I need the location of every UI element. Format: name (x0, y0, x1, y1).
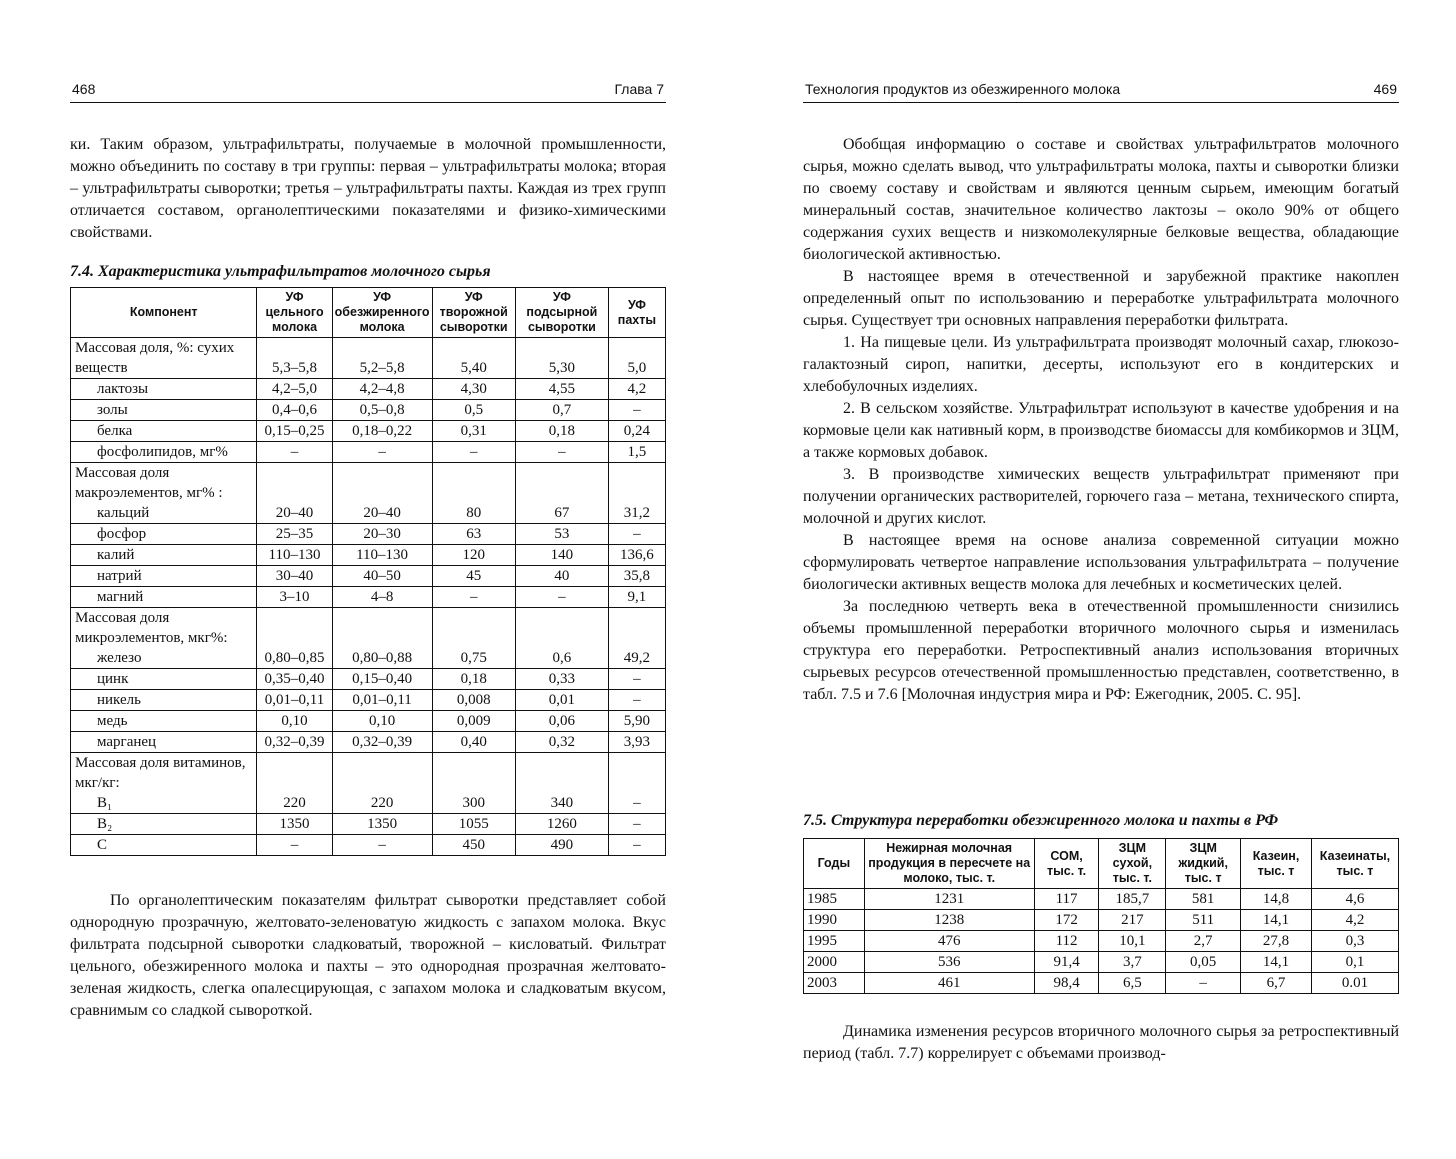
table-cell-value: – (608, 814, 665, 835)
table-cell-value: 0,01 (515, 690, 608, 711)
table-7-5-caption: 7.5. Структура переработки обезжиренного молока и пахты в РФ (803, 812, 1279, 829)
table-cell-value: – (332, 835, 432, 856)
intro-paragraph: ки. Таким образом, ультрафильтраты, получаемые в молочной промышленности, можно объединить по составу в три группы: первая – ультрафильтраты молока; вторая – ультрафильтраты сыворотки; третья – ультрафильтраты пахты. Каждая из трех групп отличается составом, органолептическими показателями и физико-химическими свойствами. (70, 136, 666, 241)
table-7-5-header: Казеинаты, тыс. т (1311, 839, 1398, 889)
table-cell-value: – (608, 400, 665, 421)
table-cell-value: 30–40 (257, 566, 332, 587)
table-cell-value: 536 (864, 952, 1034, 973)
table-7-5-header: СОМ, тыс. т. (1034, 839, 1099, 889)
table-cell-value: 4,6 (1311, 889, 1398, 910)
table-row (71, 338, 666, 379)
table-cell-value: 0,7 (515, 400, 608, 421)
table-cell-value (432, 753, 515, 794)
table-cell-value (332, 463, 432, 504)
table-row (71, 669, 666, 690)
table-cell-value: – (608, 793, 665, 814)
table-row (71, 587, 666, 608)
table-7-4-header: УФ творожной сыворотки (432, 288, 515, 338)
table-cell-value (257, 753, 332, 794)
table-cell-value: 1238 (864, 910, 1034, 931)
table-cell-value: 511 (1166, 910, 1241, 931)
table-7-4-header: УФ пахты (608, 288, 665, 338)
table-cell-component: цинк (71, 669, 257, 690)
right-page (803, 0, 1399, 1159)
table-row (71, 400, 666, 421)
table-cell-value: 0,6 (515, 648, 608, 669)
table-cell-value: 25–35 (257, 524, 332, 545)
table-cell-value (432, 463, 515, 504)
table-cell-value: 98,4 (1034, 973, 1099, 994)
table-row (71, 814, 666, 835)
table-cell-value: 0,31 (432, 421, 515, 442)
table-cell-value: 110–130 (257, 545, 332, 566)
table-cell-value: 0,01–0,11 (332, 690, 432, 711)
paragraph: За последнюю четверть века в отечественной промышленности снизились объемы промышленной переработки вторичного молочного сырья и изменилась структура его переработки. Ретроспективный анализ использования вторичных сырьевых ресурсов отечественной промышленностью представлен, соответственно, в табл. 7.5 и 7.6 [Молочная индустрия мира и РФ: Ежегодник, 2005. С. 95]. (803, 598, 1399, 703)
table-cell-value: 10,1 (1099, 931, 1166, 952)
table-cell-value: 120 (432, 545, 515, 566)
table-cell-value: 20–30 (332, 524, 432, 545)
table-cell-component: калий (71, 545, 257, 566)
table-row (71, 421, 666, 442)
table-cell-value: 110–130 (332, 545, 432, 566)
table-cell-value: 0,18–0,22 (332, 421, 432, 442)
table-cell-value: 67 (515, 503, 608, 524)
table-row (71, 442, 666, 463)
left-page (70, 0, 666, 1159)
table-cell-value: 3,93 (608, 732, 665, 753)
table-cell-value: – (608, 524, 665, 545)
table-row (804, 931, 1399, 952)
paragraph: 2. В сельском хозяйстве. Ультрафильтрат используют в качестве удобрения и на кормовые цели как нативный корм, в производстве биомассы для комбикормов и ЗЦМ, а также кормовых добавок. (803, 400, 1399, 461)
table-cell-value: 0,1 (1311, 952, 1398, 973)
table-cell-value: 0,008 (432, 690, 515, 711)
table-cell-value: 5,2–5,8 (332, 338, 432, 379)
table-row (71, 753, 666, 794)
table-row (804, 889, 1399, 910)
table-cell-value: 14,8 (1241, 889, 1312, 910)
table-cell-component: медь (71, 711, 257, 732)
table-cell-value: 140 (515, 545, 608, 566)
table-cell-value: 5,40 (432, 338, 515, 379)
table-7-4-header: УФ цельного молока (257, 288, 332, 338)
table-cell-value: 63 (432, 524, 515, 545)
table-cell-value: 0,32–0,39 (332, 732, 432, 753)
closing-paragraph-right: Динамика изменения ресурсов вторичного молочного сырья за ретроспективный период (табл. 7.7) коррелирует с объемами производ- (803, 1023, 1399, 1062)
table-row (804, 973, 1399, 994)
table-cell-component: золы (71, 400, 257, 421)
table-row (71, 379, 666, 400)
table-cell-value: 20–40 (332, 503, 432, 524)
table-cell-value: 0,5–0,8 (332, 400, 432, 421)
table-cell-value: 5,90 (608, 711, 665, 732)
table-cell-value (515, 463, 608, 504)
running-title: Технология продуктов из обезжиренного молока (805, 81, 1121, 97)
table-cell-value: 0,05 (1166, 952, 1241, 973)
table-cell-value: 185,7 (1099, 889, 1166, 910)
table-cell-component: никель (71, 690, 257, 711)
table-cell-component: лактозы (71, 379, 257, 400)
table-cell-value: – (608, 690, 665, 711)
table-cell-value: 1990 (804, 910, 865, 931)
table-row (804, 910, 1399, 931)
table-cell-value: 0,10 (332, 711, 432, 732)
table-cell-value: 220 (332, 793, 432, 814)
table-cell-value: 0,3 (1311, 931, 1398, 952)
table-cell-value: 112 (1034, 931, 1099, 952)
table-cell-value: 300 (432, 793, 515, 814)
table-cell-value: 2003 (804, 973, 865, 994)
table-cell-value: 40 (515, 566, 608, 587)
table-cell-value: 1985 (804, 889, 865, 910)
table-cell-value: 0,32–0,39 (257, 732, 332, 753)
table-cell-value: 1055 (432, 814, 515, 835)
table-cell-value: 136,6 (608, 545, 665, 566)
table-cell-value: 476 (864, 931, 1034, 952)
table-cell-component: Массовая доля макроэлементов, мг% : (71, 463, 257, 504)
table-cell-value: 4–8 (332, 587, 432, 608)
table-cell-value: 4,2–4,8 (332, 379, 432, 400)
table-cell-value: 2000 (804, 952, 865, 973)
table-cell-value (332, 753, 432, 794)
table-cell-component: белка (71, 421, 257, 442)
table-cell-value: 9,1 (608, 587, 665, 608)
table-cell-value (515, 608, 608, 649)
table-cell-component: B₂ (71, 814, 257, 835)
table-cell-value: 0,24 (608, 421, 665, 442)
table-cell-value (432, 608, 515, 649)
running-head-right (803, 78, 1399, 103)
table-cell-value (332, 608, 432, 649)
table-row (71, 545, 666, 566)
table-cell-value: 0,18 (515, 421, 608, 442)
table-cell-value: – (257, 442, 332, 463)
table-row (71, 566, 666, 587)
table-cell-value: 0,32 (515, 732, 608, 753)
table-7-4-header: УФ подсырной сыворотки (515, 288, 608, 338)
table-cell-value: 461 (864, 973, 1034, 994)
table-cell-component: B₁ (71, 793, 257, 814)
table-cell-value: 340 (515, 793, 608, 814)
table-row (71, 524, 666, 545)
table-cell-value: 0,18 (432, 669, 515, 690)
table-cell-value: – (515, 442, 608, 463)
table-cell-value: 0.01 (1311, 973, 1398, 994)
table-cell-value: 1350 (257, 814, 332, 835)
table-cell-value: 0,4–0,6 (257, 400, 332, 421)
table-cell-value: 0,80–0,85 (257, 648, 332, 669)
table-cell-value: 450 (432, 835, 515, 856)
table-cell-component: Массовая доля микроэлементов, мкг%: (71, 608, 257, 649)
table-cell-value: 1350 (332, 814, 432, 835)
table-cell-value: 2,7 (1166, 931, 1241, 952)
table-cell-value: 40–50 (332, 566, 432, 587)
paragraph: 3. В производстве химических веществ ультрафильтрат применяют при получении органических растворителей, горючего газа – метана, технического спирта, молочной и других кислот. (803, 466, 1399, 527)
table-cell-value: 35,8 (608, 566, 665, 587)
table-cell-component: натрий (71, 566, 257, 587)
table-row (71, 732, 666, 753)
table-cell-value: 14,1 (1241, 910, 1312, 931)
table-cell-value: 117 (1034, 889, 1099, 910)
table-cell-value: 0,5 (432, 400, 515, 421)
table-cell-value (608, 463, 665, 504)
table-cell-component: Массовая доля витаминов, мкг/кг: (71, 753, 257, 794)
table-row (71, 711, 666, 732)
paragraph: 1. На пищевые цели. Из ультрафильтрата производят молочный сахар, глюкозо-галактозный сироп, напитки, десерты, используют его в кондитерских и хлебобулочных изделиях. (803, 334, 1399, 395)
table-row (804, 952, 1399, 973)
table-cell-value: – (608, 835, 665, 856)
table-cell-value: 6,5 (1099, 973, 1166, 994)
table-cell-component: фосфор (71, 524, 257, 545)
table-cell-value: 217 (1099, 910, 1166, 931)
table-cell-value: 0,80–0,88 (332, 648, 432, 669)
table-cell-value (608, 608, 665, 649)
table-cell-value: 581 (1166, 889, 1241, 910)
table-cell-value: 4,55 (515, 379, 608, 400)
table-cell-value: 3–10 (257, 587, 332, 608)
table-cell-value: 6,7 (1241, 973, 1312, 994)
table-cell-value: 14,1 (1241, 952, 1312, 973)
table-cell-value: 1260 (515, 814, 608, 835)
chapter-title: Глава 7 (614, 81, 664, 97)
table-cell-value: 3,7 (1099, 952, 1166, 973)
table-row (71, 835, 666, 856)
table-7-4-caption: 7.4. Характеристика ультрафильтратов молочного сырья (70, 263, 491, 280)
table-cell-value: 49,2 (608, 648, 665, 669)
table-cell-value: 0,35–0,40 (257, 669, 332, 690)
table-cell-component: марганец (71, 732, 257, 753)
table-cell-value: 4,2 (608, 379, 665, 400)
page-number-right: 469 (1373, 81, 1397, 97)
table-cell-value: 4,30 (432, 379, 515, 400)
table-7-5-header: ЗЦМ жидкий, тыс. т (1166, 839, 1241, 889)
table-7-5-header: ЗЦМ сухой, тыс. т. (1099, 839, 1166, 889)
table-cell-component: кальций (71, 503, 257, 524)
table-cell-value (515, 753, 608, 794)
table-cell-value: 0,009 (432, 711, 515, 732)
table-cell-value: 0,75 (432, 648, 515, 669)
table-cell-value: 4,2–5,0 (257, 379, 332, 400)
table-cell-component: фосфолипидов, мг% (71, 442, 257, 463)
table-7-4-header: Компонент (71, 288, 257, 338)
table-cell-value: 0,06 (515, 711, 608, 732)
table-cell-component: магний (71, 587, 257, 608)
table-cell-value: 45 (432, 566, 515, 587)
table-7-5-header: Годы (804, 839, 865, 889)
right-page-body (803, 134, 1399, 706)
table-cell-value: – (332, 442, 432, 463)
table-cell-value: 80 (432, 503, 515, 524)
table-row (71, 793, 666, 814)
table-cell-value: 1995 (804, 931, 865, 952)
page-number-left: 468 (72, 81, 96, 97)
table-cell-value: 27,8 (1241, 931, 1312, 952)
table-7-5-header: Казеин, тыс. т (1241, 839, 1312, 889)
table-cell-value: 0,10 (257, 711, 332, 732)
table-cell-value: – (432, 442, 515, 463)
table-cell-value: 91,4 (1034, 952, 1099, 973)
table-cell-value: 31,2 (608, 503, 665, 524)
table-cell-value: 4,2 (1311, 910, 1398, 931)
table-cell-value: – (257, 835, 332, 856)
table-cell-value: 5,3–5,8 (257, 338, 332, 379)
table-row (71, 690, 666, 711)
table-7-4-header: УФ обезжиренного молока (332, 288, 432, 338)
table-cell-value: 0,15–0,25 (257, 421, 332, 442)
table-cell-value (608, 753, 665, 794)
table-cell-component: C (71, 835, 257, 856)
table-cell-value: 0,33 (515, 669, 608, 690)
table-7-5 (803, 838, 1399, 994)
table-cell-value: – (1166, 973, 1241, 994)
table-cell-component: Массовая доля, %: сухих веществ (71, 338, 257, 379)
table-cell-component: железо (71, 648, 257, 669)
table-cell-value: 0,01–0,11 (257, 690, 332, 711)
table-cell-value (257, 608, 332, 649)
paragraph: В настоящее время на основе анализа современной ситуации можно сформулировать четвертое направление использования ультрафильтрата – получение биологически активных веществ молока для лечебных и косметических целей. (803, 532, 1399, 593)
table-cell-value: 220 (257, 793, 332, 814)
paragraph: Обобщая информацию о составе и свойствах ультрафильтратов молочного сырья, можно сделать вывод, что ультрафильтраты молока, пахты и сыворотки близки по своему составу и свойствам и являются ценным сырьем, имеющим богатый минеральный состав, значительное количество лактозы – около 90% от общего содержания сухих веществ и низкомолекулярные белковые вещества, обладающие биологической активностью. (803, 136, 1399, 263)
table-cell-value: – (608, 669, 665, 690)
table-cell-value: – (432, 587, 515, 608)
table-row (71, 648, 666, 669)
table-row (71, 503, 666, 524)
table-cell-value: – (515, 587, 608, 608)
table-cell-value: 5,30 (515, 338, 608, 379)
table-cell-value: 0,15–0,40 (332, 669, 432, 690)
table-cell-value: 53 (515, 524, 608, 545)
table-cell-value: 172 (1034, 910, 1099, 931)
table-cell-value: 0,40 (432, 732, 515, 753)
table-cell-value: 490 (515, 835, 608, 856)
table-cell-value: 20–40 (257, 503, 332, 524)
table-cell-value (257, 463, 332, 504)
closing-paragraph-left: По органолептическим показателям фильтрат сыворотки представляет собой однородную прозрачную, желтовато-зеленоватую жидкость с запахом молока. Вкус фильтрата подсырной сыворотки сладковатый, творожной – кисловатый. Фильтрат цельного, обезжиренного молока и пахты – это однородная прозрачная желтовато-зеленая жидкость, слегка опалесцирующая, с запахом молока и сладковатым вкусом, сравнимым со сладкой сывороткой. (70, 892, 666, 1019)
table-cell-value: 1,5 (608, 442, 665, 463)
paragraph: В настоящее время в отечественной и зарубежной практике накоплен определенный опыт по использованию и переработке ультрафильтрата молочного сырья. Существует три основных направления переработки фильтрата. (803, 268, 1399, 329)
table-row (71, 463, 666, 504)
running-head-left (70, 78, 666, 103)
table-cell-value: 1231 (864, 889, 1034, 910)
table-7-5-header: Нежирная молочная продукция в пересчете на молоко, тыс. т. (864, 839, 1034, 889)
table-7-4 (70, 287, 666, 856)
table-cell-value: 5,0 (608, 338, 665, 379)
table-row (71, 608, 666, 649)
